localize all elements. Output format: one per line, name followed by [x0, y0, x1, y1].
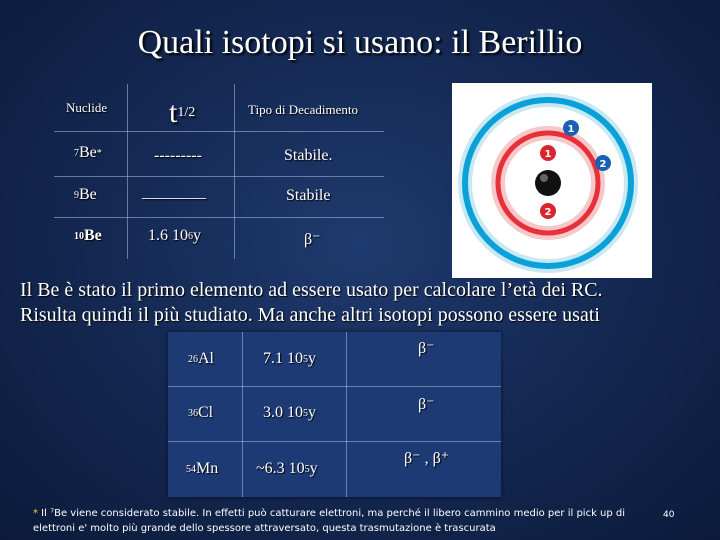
paragraph-line-1: Il Be è stato il primo elemento ad essere usato per calcolare l’età dei RC.: [20, 279, 603, 301]
decay-be7: Stabile.: [284, 147, 333, 164]
electron-badge-inner-1: [540, 145, 556, 161]
mass-number: 9: [74, 189, 79, 201]
element-symbol: Be: [84, 227, 102, 244]
badge-label: 1: [567, 124, 575, 135]
nucleus: [535, 170, 561, 196]
footnote-line-1: [33, 506, 713, 521]
decay-be9: Stabile: [286, 187, 331, 204]
halflife-be7: ---------: [154, 147, 202, 164]
halflife-base: 1.6 10: [148, 227, 188, 244]
halflife-be10: [148, 227, 201, 245]
isotope-table-beryllium: [54, 84, 384, 264]
halflife-unit: y: [193, 227, 201, 244]
halflife-unit: y: [308, 404, 316, 421]
mass-number: 7: [74, 147, 79, 159]
halflife-subscript: 1/2: [177, 105, 196, 120]
nuclide-mn54: [186, 460, 218, 478]
element-symbol: Cl: [198, 404, 214, 421]
nuclide-cl36: [188, 404, 213, 422]
paragraph-line-2: Risulta quindi il più studiato. Ma anche altri isotopi possono essere usati: [20, 304, 600, 326]
nuclide-be7: [74, 144, 102, 162]
footnote-marker: *: [96, 147, 102, 159]
header-decay-type: Tipo di Decadimento: [248, 102, 359, 117]
mass-number: 54: [186, 463, 196, 475]
header-nuclide: Nuclide: [66, 100, 108, 115]
halflife-symbol: t: [169, 96, 178, 129]
nuclide-be10: [74, 227, 102, 245]
halflife-exponent: 5: [303, 353, 308, 365]
halflife-mn54: [256, 460, 318, 478]
badge-label: 2: [599, 159, 607, 170]
badge-label: 1: [544, 149, 552, 160]
nuclide-be9: [74, 186, 97, 204]
isotope-table-other: [168, 332, 501, 497]
decay-cl36: β⁻: [418, 396, 435, 413]
badge-label: 2: [544, 207, 552, 218]
page-title: Quali isotopi si usano: il Berillio: [137, 24, 583, 61]
body-paragraph: [20, 278, 720, 328]
atom-diagram-svg: [452, 83, 652, 278]
nuclide-al26: [188, 350, 214, 368]
halflife-be9: ________: [142, 184, 206, 201]
nucleus-highlight: [540, 174, 548, 182]
element-symbol: Be: [79, 144, 97, 161]
header-halflife: [169, 96, 195, 130]
decay-mn54: β⁻ , β⁺: [404, 450, 450, 467]
footnote: [33, 506, 713, 536]
halflife-cl36: [263, 404, 316, 422]
element-symbol: Be: [79, 186, 97, 203]
element-symbol: Al: [198, 350, 214, 367]
atom-diagram-image: [452, 83, 652, 278]
element-symbol: Mn: [196, 460, 219, 477]
mass-number: 26: [188, 353, 198, 365]
halflife-unit: y: [309, 460, 318, 477]
electron-badge-inner-2: [540, 203, 556, 219]
halflife-base: 3.0 10: [263, 404, 303, 421]
halflife-base: 7.1 10: [263, 350, 303, 367]
decay-al26: β⁻: [418, 340, 435, 357]
footnote-star: *: [33, 508, 38, 519]
mass-number: 10: [74, 230, 84, 242]
page-number: 40: [663, 510, 675, 520]
halflife-exponent: 6: [188, 230, 193, 242]
decay-be10: β⁻: [304, 231, 321, 248]
halflife-exponent: 5: [304, 463, 310, 475]
footnote-text-2: elettroni e' molto più grande dello spessore attraversato, questa trasmutazione è trascurata: [33, 523, 496, 534]
electron-badge-outer-2: [595, 155, 611, 171]
halflife-base: ~6.3 10: [256, 460, 305, 477]
electron-badge-outer-1: [563, 120, 579, 136]
halflife-exponent: 5: [303, 407, 308, 419]
mass-number: 36: [188, 407, 198, 419]
halflife-al26: [263, 350, 316, 368]
footnote-text-1: Il ⁷Be viene considerato stabile. In effetti può catturare elettroni, ma perché il libero cammino medio per il pick up di: [38, 508, 626, 519]
halflife-unit: y: [308, 350, 316, 367]
